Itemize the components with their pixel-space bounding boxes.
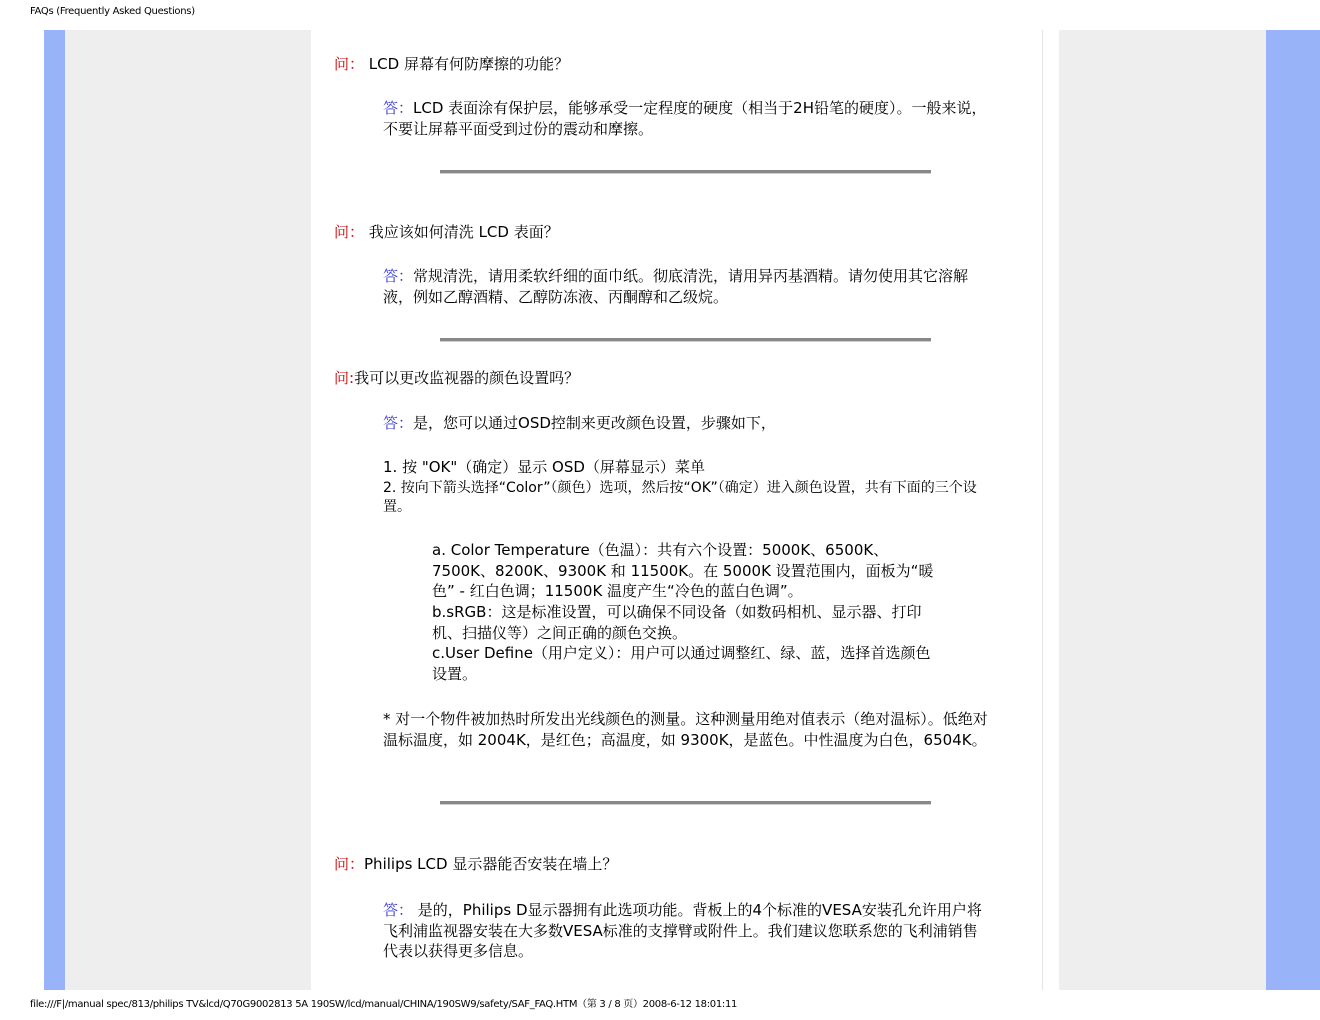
left-gray-band: [65, 30, 311, 990]
question-label: 问：: [334, 55, 365, 73]
color-option-temperature: a. Color Temperature（色温）：共有六个设置：5000K、6500K、7500K、8200K、9300K 和 11500K。在 5000K 设置范围内，面板为“暖色” - 红白色调；11500K 温度产生“冷色的蓝白色调”。: [432, 541, 934, 600]
faq-question-2: [334, 222, 559, 242]
right-gray-band: [1059, 30, 1266, 990]
answer-text: 常规清洗，请用柔软纤细的面巾纸。彻底清洗，请用异丙基酒精。请勿使用其它溶解液，例如乙醇酒精、乙醇防冻液、丙酮醇和乙级烷。: [383, 267, 969, 306]
question-text: LCD 屏幕有何防摩擦的功能？: [368, 55, 569, 73]
color-step-2: 2. 按向下箭头选择“Color”（颜色）选项，然后按“OK”（确定）进入颜色设置，共有下面的三个设置。: [383, 480, 977, 515]
answer-label: 答：: [383, 414, 414, 432]
left-blue-band: [44, 30, 65, 990]
answer-text: 是的，Philips D显示器拥有此选项功能。背板上的4个标准的VESA安装孔允许用户将飞利浦监视器安装在大多数VESA标准的支撑臂或附件上。我们建议您联系您的飞利浦销售代表以获得更多信息。: [383, 901, 982, 960]
question-label: 问：: [334, 855, 365, 873]
faq-answer-1: [383, 98, 988, 139]
color-option-srgb: b.sRGB：这是标准设置，可以确保不同设备（如数码相机、显示器、打印机、扫描仪等）之间正确的颜色交换。: [432, 603, 922, 642]
right-content-border: [1042, 30, 1043, 990]
faq-question-1: [334, 54, 569, 74]
answer-label: 答：: [383, 99, 414, 117]
answer-text: 是，您可以通过OSD控制来更改颜色设置，步骤如下，: [413, 414, 776, 432]
question-text: 我应该如何清洗 LCD 表面？: [368, 223, 559, 241]
faq-answer-4: [383, 900, 988, 962]
question-label: 问：: [334, 223, 365, 241]
divider: [440, 338, 931, 342]
question-text: Philips LCD 显示器能否安装在墙上？: [364, 855, 618, 873]
answer-label: 答：: [383, 267, 414, 285]
faq-question-4: [334, 854, 617, 874]
page-header-title: FAQs (Frequently Asked Questions): [30, 6, 195, 17]
color-temperature-note: * 对一个物件被加热时所发出光线颜色的测量。这种测量用绝对值表示（绝对温标）。低绝对温标温度，如 2004K，是红色；高温度，如 9300K，是蓝色。中性温度为白色，6504K。: [383, 710, 988, 749]
faq-answer-2: [383, 266, 988, 307]
answer-text: LCD 表面涂有保护层，能够承受一定程度的硬度（相当于2H铅笔的硬度）。一般来说，不要让屏幕平面受到过份的震动和摩擦。: [383, 99, 987, 138]
color-option-user-define: c.User Define（用户定义）：用户可以通过调整红、绿、蓝，选择首选颜色设置。: [432, 644, 931, 683]
question-text: 我可以更改监视器的颜色设置吗？: [354, 369, 580, 387]
faq-answer-3: [383, 413, 988, 434]
right-blue-band: [1266, 30, 1320, 990]
color-step-1: 1. 按 "OK"（确定）显示 OSD（屏幕显示）菜单: [383, 458, 705, 476]
faq-question-3: [334, 368, 579, 388]
divider: [440, 170, 931, 174]
question-label: 问:: [334, 369, 355, 387]
divider: [440, 801, 931, 805]
answer-label: 答：: [383, 901, 414, 919]
page-footer-path: file:///F|/manual spec/813/philips TV&lcd/Q70G9002813 5A 190SW/lcd/manual/CHINA/190SW9/safety/SAF_FAQ.HTM（第 3 / 8 页）2008-6-12 18:01:11: [30, 999, 738, 1010]
